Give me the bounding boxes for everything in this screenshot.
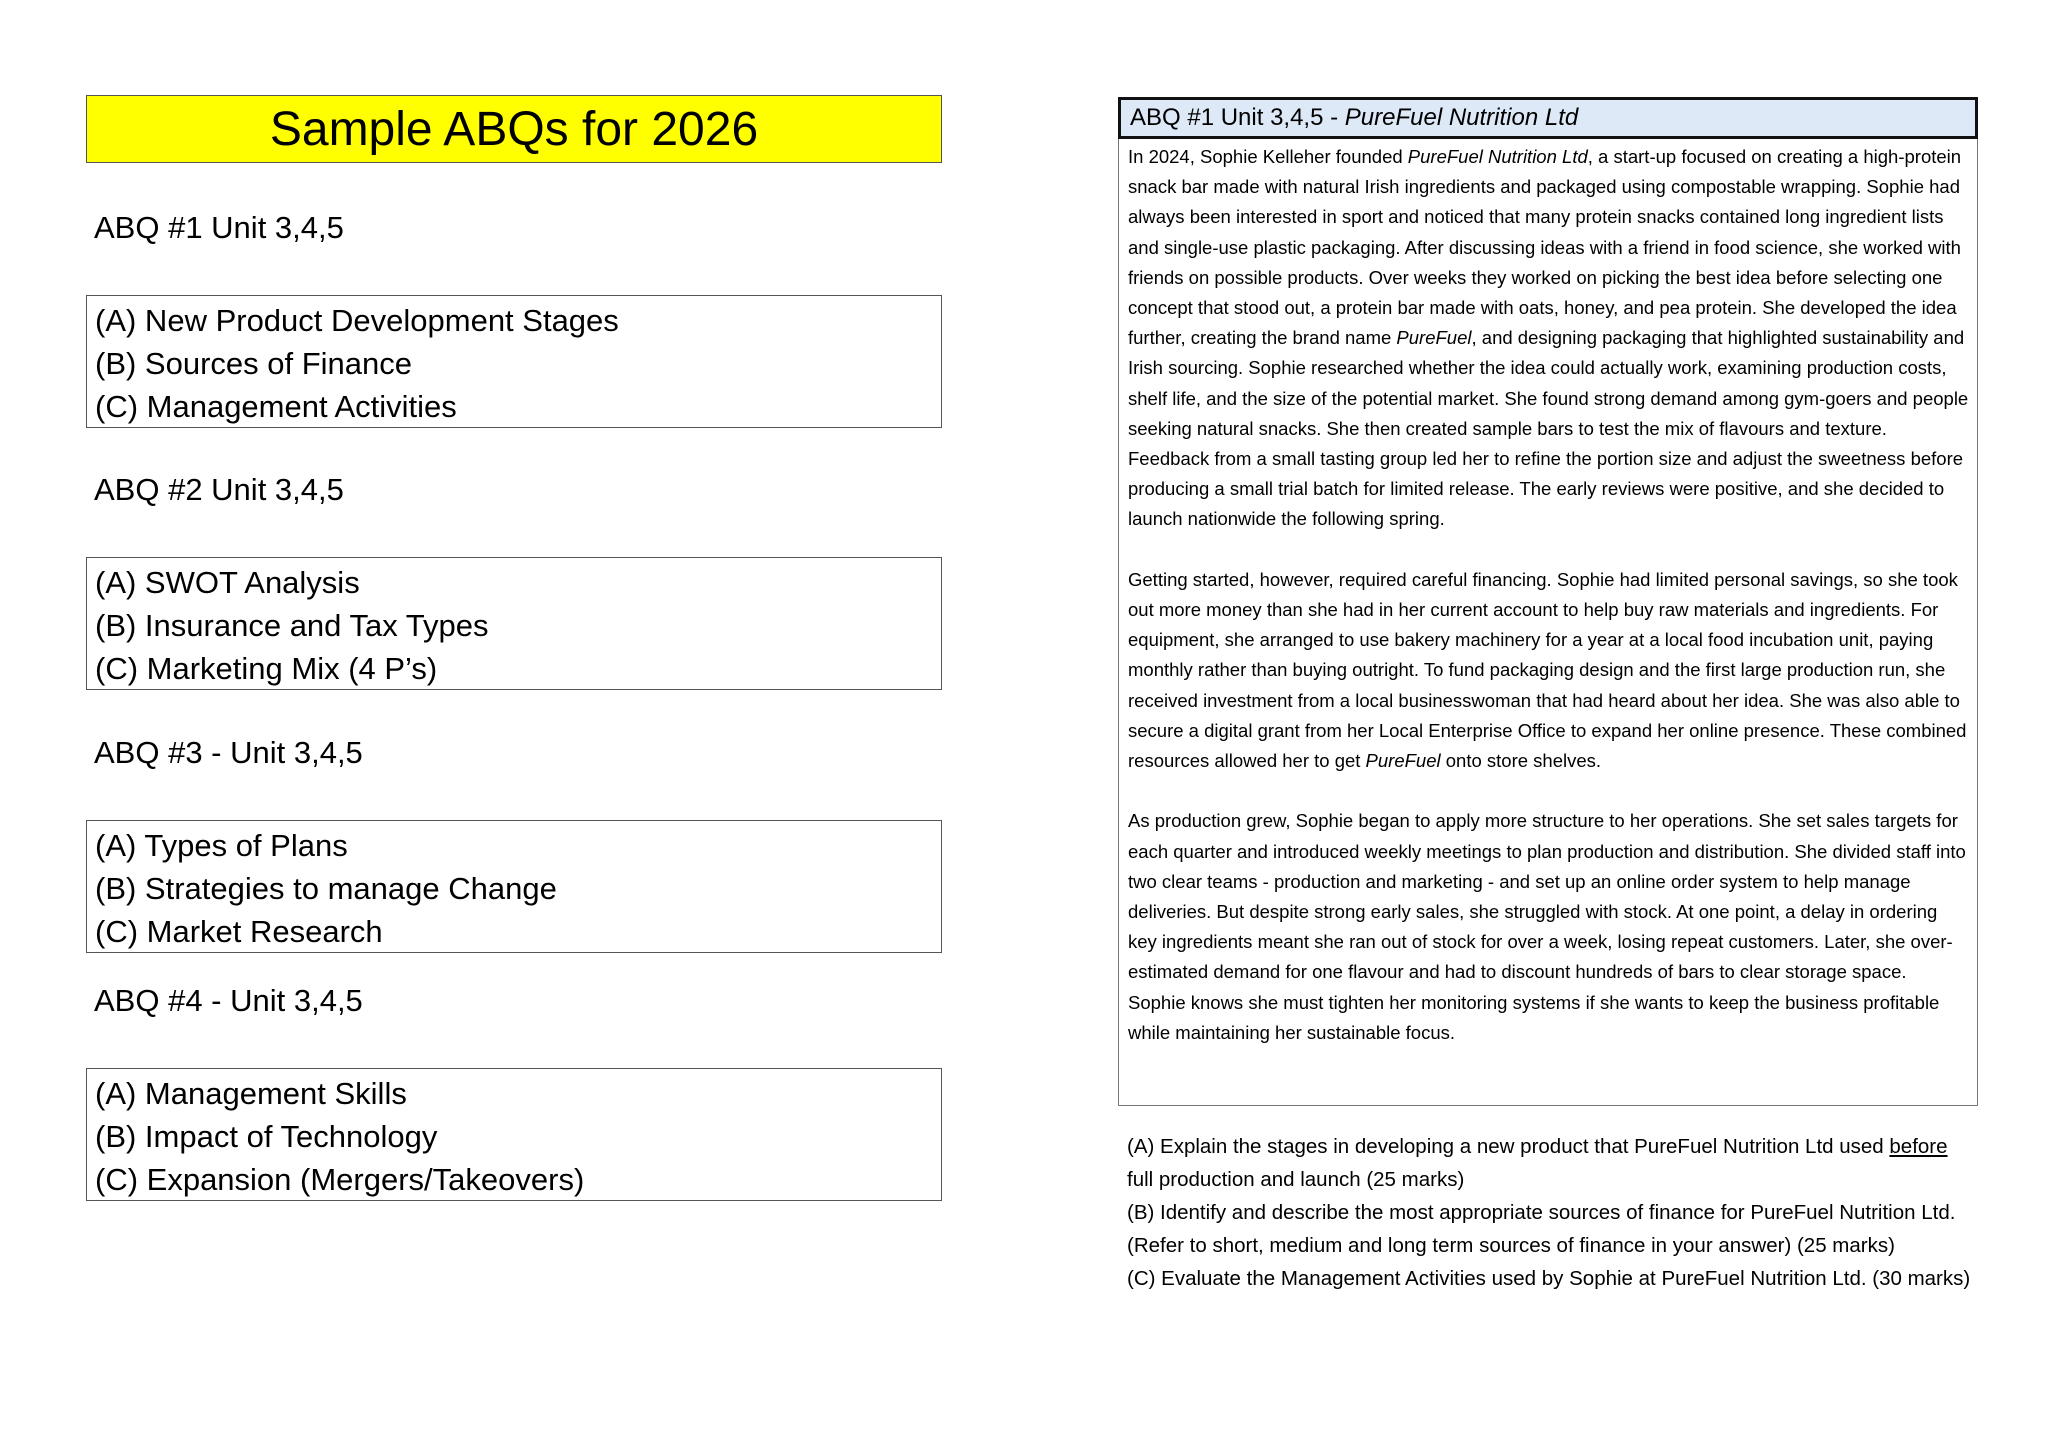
topic-item: (A) SWOT Analysis [95, 565, 360, 600]
abq-1-topics [86, 295, 942, 428]
founder-name: Sophie Kelleher [1200, 146, 1331, 167]
text-run: for PureFuel Nutrition Ltd. (Refer to short, medium and long term sources of finance in your answer) (25 marks) [1127, 1201, 1956, 1257]
topic-item: (A) Types of Plans [95, 828, 348, 863]
case-study-text [1118, 139, 1978, 1106]
text-run: (B) Identify and [1127, 1201, 1272, 1224]
abq-2-topics [86, 557, 942, 690]
emphasis-text: Evaluate [1161, 1267, 1241, 1290]
text-run: , a start-up focused on creating a high-protein snack bar made with natural Irish ingredients and packaged using compostable wrapping. Sophie had always been interested in sport and noticed that many protein snacks contained long ingredient lists and single-use plastic packaging. After discussing ideas with a friend in food science, she worked with friends on possible products. Over weeks they worked on picking the best idea before selecting one concept that stood out, a protein bar made with oats, honey, and pea protein. She developed the idea further, creating the brand name [1128, 146, 1962, 349]
text-run: the [1240, 1267, 1281, 1290]
page-title: Sample ABQs for 2026 [86, 95, 942, 163]
brand-name: PureFuel [1365, 750, 1441, 772]
question-b [1127, 1196, 1978, 1262]
topic-item: (C) Management Activities [95, 389, 457, 424]
case-paragraph-3: As production grew, Sophie began to apply more structure to her operations. She set sales targets for each quarter and introduced weekly meetings to plan production and distribution. She divided staff into two clear teams - production and marketing - and set up an online order system to help manage deliveries. But despite strong early sales, she struggled with stock. At one point, a delay in ordering key ingredients meant she ran out of stock for over a week, losing repeat customers. Later, she over-estimated demand for one flavour and had to discount hundreds of bars to clear storage space. Sophie knows she must tighten her monitoring systems if she wants to keep the business profitable while maintaining her sustainable focus. [1128, 810, 1966, 1043]
abq-4-heading: ABQ #4 - Unit 3,4,5 [94, 983, 363, 1018]
topic-item: (C) Expansion (Mergers/Takeovers) [95, 1162, 585, 1197]
case-header-company: PureFuel Nutrition Ltd [1344, 104, 1579, 131]
case-paragraph-2 [1128, 565, 1969, 776]
text-run: that PureFuel Nutrition Ltd used [1588, 1135, 1890, 1158]
abq-4-topics [86, 1068, 942, 1201]
abq-3-heading: ABQ #3 - Unit 3,4,5 [94, 735, 363, 770]
topic-item: (A) Management Skills [95, 1076, 407, 1111]
topic-item: (A) New Product Development Stages [95, 303, 619, 338]
case-paragraph-1 [1128, 142, 1969, 535]
topic-item: (C) Market Research [95, 914, 383, 949]
topic-item: (B) Insurance and Tax Types [95, 608, 489, 643]
text-run: In 2024, [1128, 146, 1201, 167]
underlined-text: before [1889, 1135, 1948, 1158]
question-a [1127, 1130, 1978, 1196]
text-run: full production and launch (25 marks) [1127, 1168, 1465, 1191]
topic-item: (B) Strategies to manage Change [95, 871, 557, 906]
text-run: founded [1330, 146, 1408, 167]
case-study-header [1118, 97, 1978, 139]
topic-item: (B) Sources of Finance [95, 346, 413, 381]
abq-2-heading: ABQ #2 Unit 3,4,5 [94, 472, 344, 507]
topics-column [86, 95, 942, 163]
questions-section [1118, 1130, 1978, 1295]
emphasis-text: stages in developing a new product [1267, 1135, 1589, 1158]
emphasis-text: Management Activities [1280, 1267, 1486, 1290]
company-name: PureFuel Nutrition Ltd [1407, 146, 1588, 167]
abq-1-heading: ABQ #1 Unit 3,4,5 [94, 210, 344, 245]
question-c [1127, 1262, 1978, 1295]
abq-3-topics [86, 820, 942, 953]
case-header-prefix: ABQ #1 Unit 3,4,5 - [1130, 104, 1345, 131]
text-run: (A) Explain the [1127, 1135, 1268, 1158]
case-study-column [1118, 97, 1978, 1295]
text-run: , and designing packaging that highlighted sustainability and Irish sourcing. Sophie researched whether the idea could actually work, examining production costs, shelf life, and the size of the potential market. She found strong demand among gym-goers and people seeking natural snacks. She then created sample bars to test the mix of flavours and texture. Feedback from a small tasting group led her to refine the portion size and adjust the sweetness before producing a small trial batch for limited release. The early reviews were positive, and she decided to launch nationwide the following spring. [1128, 327, 1969, 530]
text-run: (C) [1127, 1267, 1162, 1290]
brand-name: PureFuel [1396, 327, 1472, 349]
topic-item: (B) Impact of Technology [95, 1119, 438, 1154]
emphasis-text: describe the most appropriate sources of finance [1271, 1201, 1715, 1224]
text-run: onto store shelves. [1440, 750, 1602, 772]
text-run: Getting started, however, required careful financing. Sophie had limited personal savings, so she took out more money than she had in her current account to help buy raw materials and ingredients. For equipment, she arranged to use bakery machinery for a year at a local food incubation unit, paying monthly rather than buying outright. To fund packaging design and the first large production run, she received investment from a local businesswoman that had heard about her idea. She was also able to secure a digital grant from her Local Enterprise Office to expand her online presence. These combined resources allowed her to get [1128, 568, 1967, 772]
text-run: used by Sophie at PureFuel Nutrition Ltd. (30 marks) [1485, 1267, 1971, 1290]
topic-item: (C) Marketing Mix (4 P’s) [95, 651, 438, 686]
